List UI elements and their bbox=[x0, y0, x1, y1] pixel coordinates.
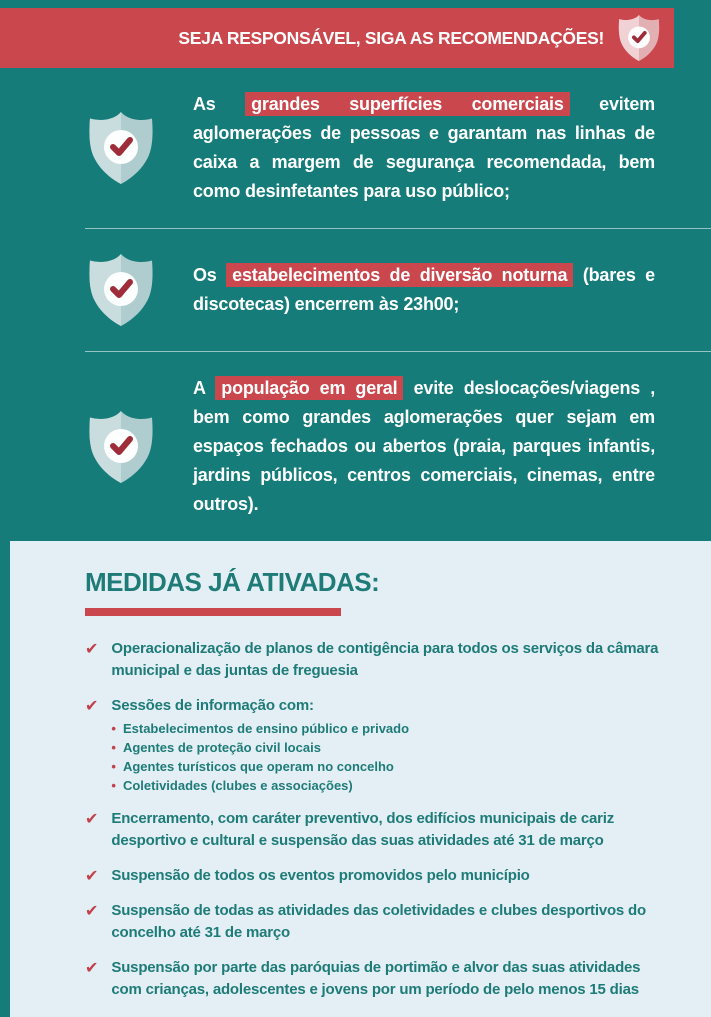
measure-text: Suspensão de todas as atividades das coletividades e clubes desportivos do concelho até 31 de março bbox=[111, 902, 646, 941]
text-pre: As bbox=[193, 94, 246, 114]
recommendation-text bbox=[193, 90, 655, 206]
highlighted-phrase: população em geral bbox=[215, 376, 403, 400]
subitem-text: Agentes de proteção civil locais bbox=[122, 740, 321, 755]
checkmark-icon: ✔ bbox=[85, 866, 99, 885]
measure-sublist bbox=[111, 719, 409, 795]
highlighted-phrase: estabelecimentos de diversão noturna bbox=[226, 263, 573, 287]
subitem-text: Estabelecimentos de ensino público e privado bbox=[122, 721, 410, 736]
shield-check-icon bbox=[616, 13, 662, 63]
subitem-text: Agentes turísticos que operam no concelho bbox=[122, 759, 394, 774]
measures-list bbox=[85, 638, 663, 1001]
recommendations-section bbox=[0, 68, 711, 541]
measure-item bbox=[85, 638, 663, 682]
subitem-text: Coletividades (clubes e associações) bbox=[122, 778, 353, 793]
checkmark-icon: ✔ bbox=[85, 696, 99, 715]
checkmark-icon: ✔ bbox=[85, 901, 99, 920]
bullet-dot-icon: • bbox=[111, 740, 116, 755]
measure-text: Operacionalização de planos de contigência para todos os serviços da câmara municipal e das juntas de freguesia bbox=[111, 640, 659, 679]
text-pre: A bbox=[193, 378, 216, 398]
recommendation-item bbox=[0, 352, 711, 541]
bullet-dot-icon: • bbox=[111, 759, 116, 774]
measures-title: MEDIDAS JÁ ATIVADAS: bbox=[85, 567, 380, 597]
bullet-dot-icon: • bbox=[111, 721, 116, 736]
measure-text: Suspensão de todos os eventos promovidos pelo município bbox=[111, 867, 530, 884]
measure-text: Suspensão por parte das paróquias de portimão e alvor das suas atividades com crianças, adolescentes e jovens por um período de pelo menos 15 dias bbox=[111, 959, 641, 998]
recommendation-text bbox=[193, 261, 655, 319]
measures-section bbox=[10, 541, 711, 1017]
measure-subitem bbox=[111, 776, 409, 795]
measure-item bbox=[85, 957, 663, 1001]
shield-check-icon bbox=[85, 408, 157, 486]
measure-text: Sessões de informação com: bbox=[111, 697, 314, 714]
measure-item bbox=[85, 865, 663, 887]
bullet-dot-icon: • bbox=[111, 778, 116, 793]
checkmark-icon: ✔ bbox=[85, 809, 99, 828]
shield-check-icon bbox=[85, 109, 157, 187]
measure-subitem bbox=[111, 738, 409, 757]
recommendation-text bbox=[193, 374, 655, 519]
text-post: evitem aglomerações de pessoas e garantam nas linhas de caixa a margem de segurança recomendada, bem como desinfetantes para uso público; bbox=[193, 94, 655, 201]
title-underline-bar bbox=[85, 608, 341, 616]
measure-subitem bbox=[111, 719, 409, 738]
measure-item bbox=[85, 900, 663, 944]
highlighted-phrase: grandes superfícies comerciais bbox=[245, 92, 570, 116]
text-post: (bares e discotecas) encerrem às 23h00; bbox=[193, 265, 655, 314]
measure-subitem bbox=[111, 757, 409, 776]
shield-check-icon bbox=[85, 251, 157, 329]
measure-item bbox=[85, 695, 663, 795]
text-post: evite deslocações/viagens , bem como grandes aglomerações quer sejam em espaços fechados ou abertos (praia, parques infantis, jardins públicos, centros comerciais, cinemas, entre outros). bbox=[193, 378, 656, 514]
text-pre: Os bbox=[193, 265, 227, 285]
banner-title: SEJA RESPONSÁVEL, SIGA AS RECOMENDAÇÕES! bbox=[178, 27, 604, 48]
top-banner bbox=[0, 8, 674, 68]
checkmark-icon: ✔ bbox=[85, 639, 99, 658]
checkmark-icon: ✔ bbox=[85, 958, 99, 977]
measure-item bbox=[85, 808, 663, 852]
recommendation-item bbox=[0, 68, 711, 228]
recommendation-item bbox=[0, 229, 711, 351]
measure-text: Encerramento, com caráter preventivo, dos edifícios municipais de cariz desportivo e cultural e suspensão das suas atividades até 31 de março bbox=[111, 810, 615, 849]
